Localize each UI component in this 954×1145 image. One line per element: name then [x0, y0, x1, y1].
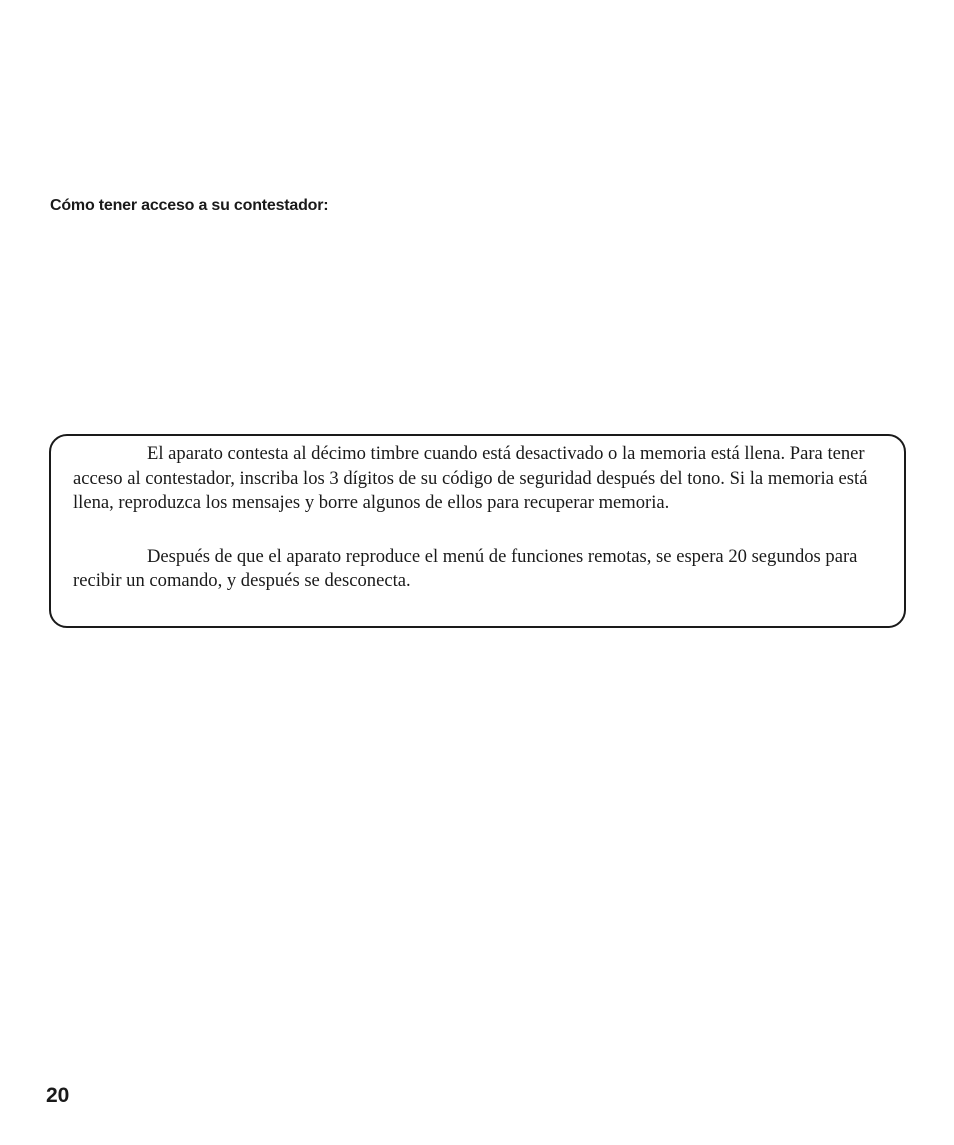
section-heading: Cómo tener acceso a su contestador: — [50, 197, 329, 214]
note-paragraph-1: El aparato contesta al décimo timbre cuando está desactivado o la memoria está llena. Para tener acceso al contestador, inscriba los 3 dígitos de su código de seguridad después del tono. Si la memoria está llena, reproduzca los mensajes y borre algunos de ellos para recuperar memoria. — [73, 443, 868, 513]
note-paragraph-2: Después de que el aparato reproduce el menú de funciones remotas, se espera 20 segundos para recibir un comando, y después se desconecta. — [73, 545, 858, 591]
page-number: 20 — [46, 1084, 70, 1107]
note-box — [49, 434, 906, 628]
